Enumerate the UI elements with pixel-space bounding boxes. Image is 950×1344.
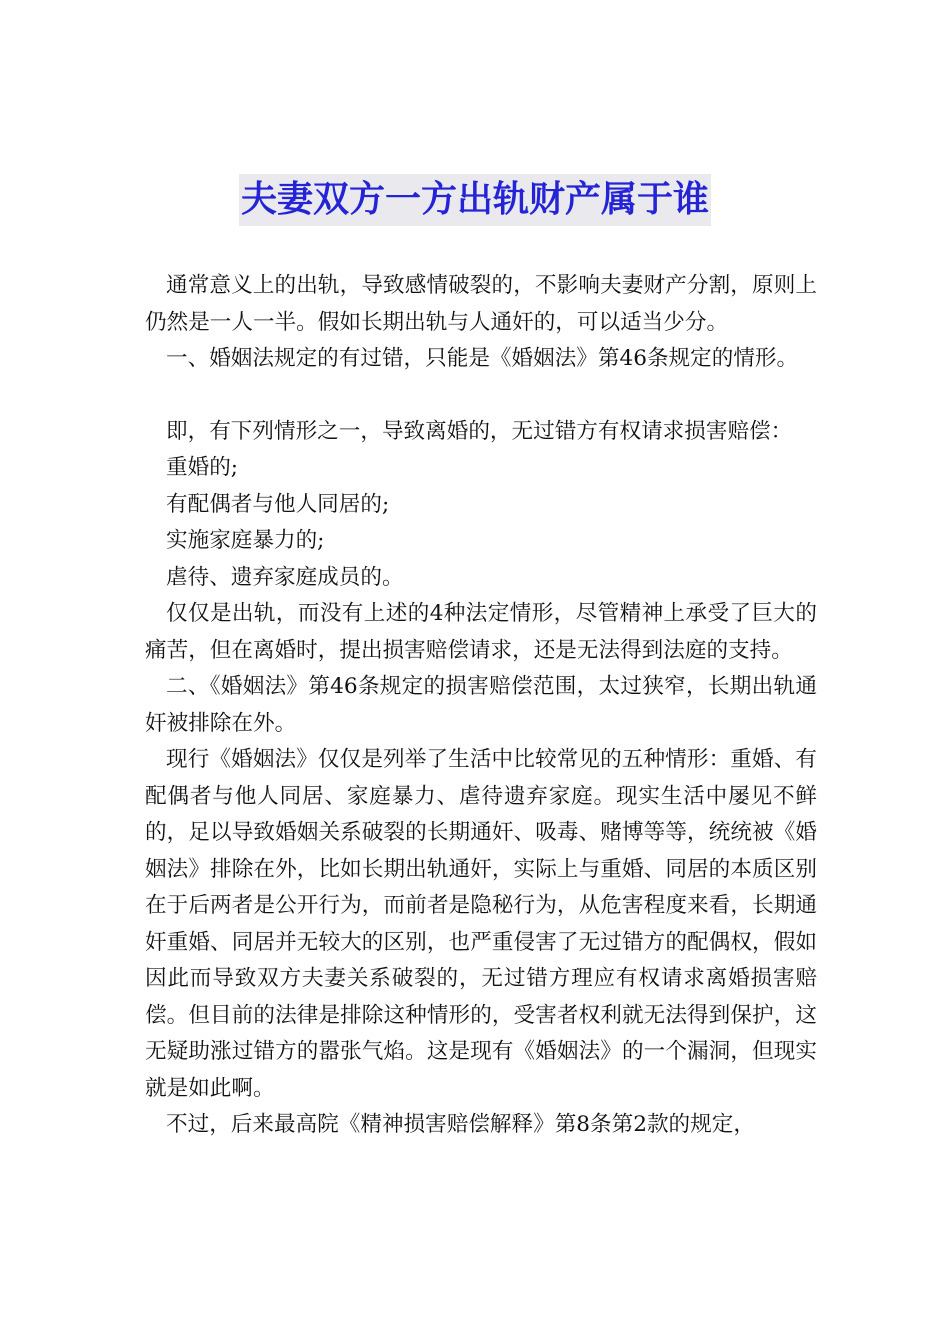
list-item: 有配偶者与他人同居的;: [166, 491, 390, 517]
paragraph: 仅仅是出轨，而没有上述的4种法定情形，尽管精神上承受了巨大的痛苦，但在离婚时，提出损害赔偿请求，还是无法得到法庭的支持。: [145, 601, 817, 663]
document-title: 夫妻双方一方出轨财产属于谁: [239, 174, 711, 226]
paragraph: 通常意义上的出轨，导致感情破裂的，不影响夫妻财产分割，原则上仍然是一人一半。假如长期出轨与人通奸的，可以适当少分。: [145, 273, 817, 335]
document-body: [145, 268, 817, 1144]
paragraph: 即，有下列情形之一，导致离婚的，无过错方有权请求损害赔偿：: [166, 418, 793, 444]
paragraph: 不过，后来最高院《精神损害赔偿解释》第8条第2款的规定，: [166, 1112, 755, 1137]
list-item: 重婚的;: [166, 455, 239, 480]
title-container: [0, 174, 950, 226]
paragraph: 二、《婚姻法》第46条规定的损害赔偿范围，太过狭窄，长期出轨通奸被排除在外。: [145, 674, 817, 736]
list-item: 虐待、遗弃家庭成员的。: [166, 564, 404, 590]
paragraph: 一、婚姻法规定的有过错，只能是《婚姻法》第46条规定的情形。: [166, 346, 799, 371]
list-item: 实施家庭暴力的;: [166, 528, 325, 553]
paragraph: 现行《婚姻法》仅仅是列举了生活中比较常见的五种情形：重婚、有配偶者与他人同居、家庭暴力、虐待遗弃家庭。现实生活中屡见不鲜的，足以导致婚姻关系破裂的长期通奸、吸毒、赌博等等，统统被《婚姻法》排除在外，比如长期出轨通奸，实际上与重婚、同居的本质区别在于后两者是公开行为，而前者是隐秘行为，从危害程度来看，长期通奸重婚、同居并无较大的区别，也严重侵害了无过错方的配偶权，假如因此而导致双方夫妻关系破裂的，无过错方理应有权请求离婚损害赔偿。但目前的法律是排除这种情形的，受害者权利就无法得到保护，这无疑助涨过错方的嚣张气焰。这是现有《婚姻法》的一个漏洞，但现实就是如此啊。: [145, 747, 817, 1101]
